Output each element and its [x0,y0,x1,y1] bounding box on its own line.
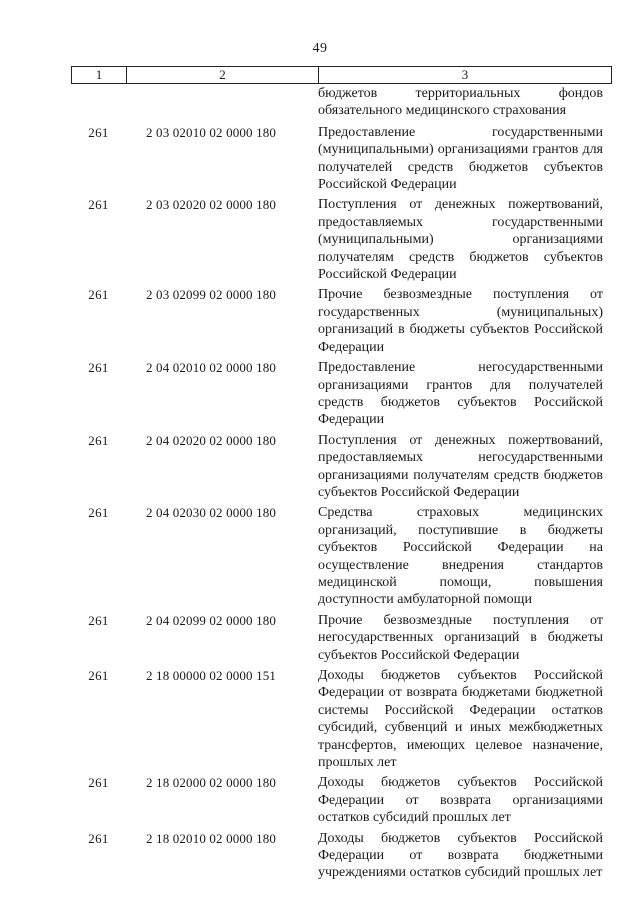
income-name: Средства страховых медицинских организаций, поступившие в бюджеты субъектов Российской Федерации на осуществление внедрения стандартов медицинской помощи, повышения доступности амбулаторной помощи [318,505,603,608]
income-name: Предоставление государственными (муниципальными) организациями грантов для получателей средств бюджетов субъектов Российской Федерации [318,124,603,193]
table-row [71,124,612,194]
budget-code: 2 03 02020 02 0000 180 [146,197,277,213]
admin-code: 261 [88,775,109,791]
income-name: Прочие безвозмездные поступления от негосударственных организаций в бюджеты субъектов Российской Федерации [318,612,603,663]
page-number: 49 [312,41,328,56]
budget-code: 2 03 02099 02 0000 180 [146,287,277,303]
budget-code: 2 04 02020 02 0000 180 [146,432,277,448]
table-row [71,774,612,826]
admin-code: 261 [88,668,109,683]
admin-code: 261 [88,432,109,448]
admin-code: 261 [88,124,109,140]
admin-code: 261 [88,287,109,303]
admin-code: 261 [88,830,109,846]
admin-code: 261 [88,505,109,521]
table-row [71,612,612,664]
header-col-2: 2 [127,67,319,83]
admin-code: 261 [88,197,109,213]
income-name: Доходы бюджетов субъектов Российской Федерации от возврата бюджетными учреждениями остатков субсидий прошлых лет [318,830,603,881]
header-col-1: 1 [72,67,127,83]
table-body [71,85,612,882]
income-name: Доходы бюджетов субъектов Российской Федерации от возврата бюджетами бюджетной системы Российской Федерации остатков субсидий, субвенций и иных межбюджетных трансфертов, имеющих целевое назначение, прошлых лет [318,668,603,771]
budget-code: 2 04 02099 02 0000 180 [146,612,277,628]
table-row [71,830,612,882]
table-row [71,286,612,356]
budget-code: 2 18 00000 02 0000 151 [146,668,277,683]
budget-code: 2 04 02030 02 0000 180 [146,505,277,521]
income-name: Доходы бюджетов субъектов Российской Федерации от возврата организациями остатков субсидий прошлых лет [318,775,603,826]
admin-code: 261 [88,360,109,376]
income-name: Прочие безвозмездные поступления от государственных (муниципальных) организаций в бюджеты субъектов Российской Федерации [318,287,603,355]
budget-code: 2 03 02010 02 0000 180 [146,124,277,140]
table-row [71,196,612,283]
budget-code: 2 18 02010 02 0000 180 [146,830,277,846]
table-row [71,504,612,608]
table-row [71,667,612,771]
income-name: Поступления от денежных пожертвований, предоставляемых негосударственными организациями получателям средств бюджетов субъектов Российской Федерации [318,432,603,500]
admin-code: 261 [88,612,109,628]
income-name: Предоставление негосударственными организациями грантов для получателей средств бюджетов субъектов Российской Федерации [318,360,603,428]
header-col-3: 3 [461,67,469,82]
table-header [71,66,612,84]
budget-code: 2 18 02000 02 0000 180 [146,775,277,791]
income-name: Поступления от денежных пожертвований, предоставляемых государственными (муниципальными) организациями получателям средств бюджетов субъектов Российской Федерации [318,197,603,283]
budget-code: 2 04 02010 02 0000 180 [146,360,277,376]
income-name: бюджетов территориальных фондов обязательного медицинского страхования [318,86,603,119]
table-row [71,359,612,429]
table-row-continuation [71,85,612,120]
table-row [71,432,612,502]
